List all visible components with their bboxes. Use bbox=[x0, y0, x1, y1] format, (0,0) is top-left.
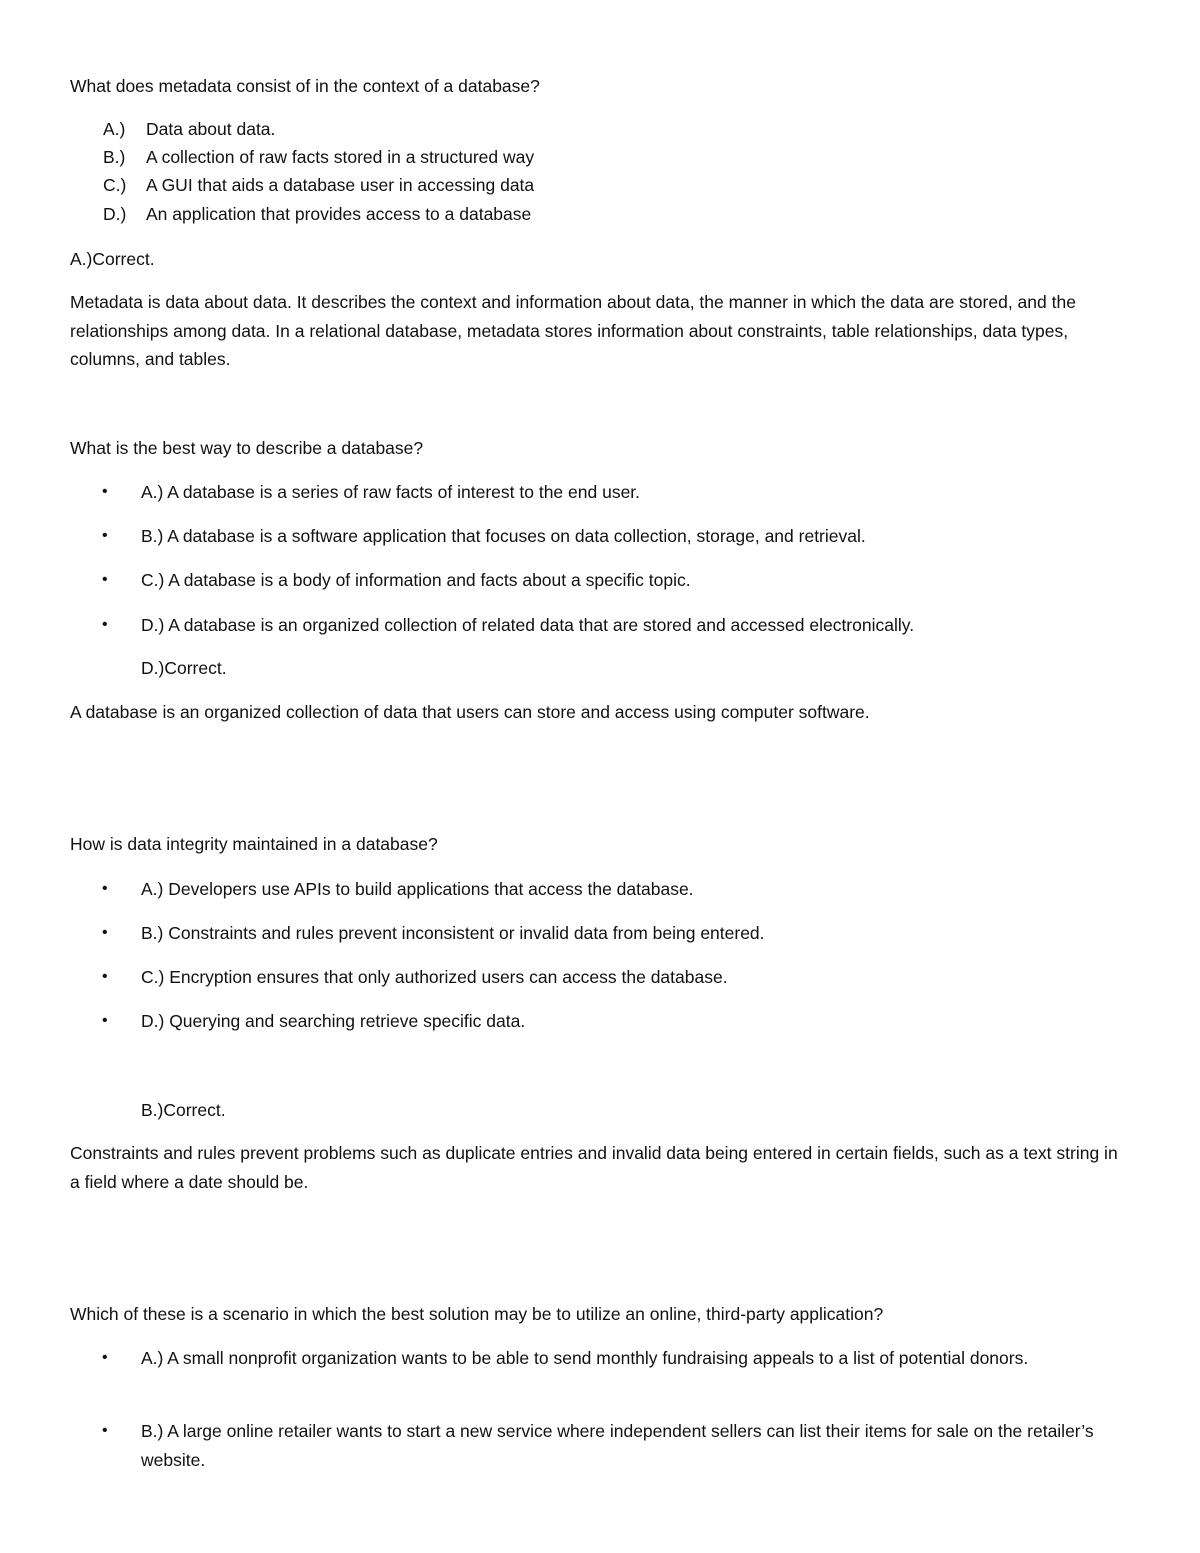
q1-explanation: Metadata is data about data. It describes the context and information about data, the manner in which the data are stored, and the relationships among data. In a relational database, metadata stores information about constraints, table relationships, data types, columns, and tables. bbox=[70, 292, 1076, 369]
q2-answer: D.)Correct. bbox=[141, 658, 227, 678]
q1-answer: A.)Correct. bbox=[70, 249, 155, 269]
bullet-icon: • bbox=[102, 968, 108, 985]
option-text: An application that provides access to a database bbox=[146, 204, 532, 224]
option-label: D.) bbox=[103, 204, 127, 224]
q2-option-b: B.) A database is a software application that focuses on data collection, storage, and retrieval. bbox=[141, 526, 866, 546]
q3-option-d: D.) Querying and searching retrieve specific data. bbox=[141, 1011, 526, 1031]
bullet-icon: • bbox=[102, 924, 108, 941]
bullet-icon: • bbox=[102, 527, 108, 544]
q3-option-b: B.) Constraints and rules prevent inconsistent or invalid data from being entered. bbox=[141, 923, 765, 943]
bullet-icon: • bbox=[102, 483, 108, 500]
bullet-icon: • bbox=[102, 1012, 108, 1029]
q2-question: What is the best way to describe a database? bbox=[70, 438, 424, 458]
option-text: A collection of raw facts stored in a structured way bbox=[146, 147, 535, 167]
q3-answer: B.)Correct. bbox=[141, 1100, 226, 1120]
option-label: C.) bbox=[103, 175, 127, 195]
q3-explanation: Constraints and rules prevent problems such as duplicate entries and invalid data being entered in certain fields, such as a text string in a field where a date should be. bbox=[70, 1143, 1118, 1192]
q3-option-c: C.) Encryption ensures that only authorized users can access the database. bbox=[141, 967, 728, 987]
bullet-icon: • bbox=[102, 571, 108, 588]
q1-question: What does metadata consist of in the context of a database? bbox=[70, 76, 540, 96]
bullet-icon: • bbox=[102, 1349, 108, 1366]
q3-question: How is data integrity maintained in a database? bbox=[70, 834, 438, 854]
bullet-icon: • bbox=[102, 616, 108, 633]
option-label: A.) bbox=[103, 119, 126, 139]
q2-option-d: D.) A database is an organized collection of related data that are stored and accessed electronically. bbox=[141, 615, 915, 635]
q4-option-a: A.) A small nonprofit organization wants to be able to send monthly fundraising appeals to a list of potential donors. bbox=[141, 1348, 1029, 1368]
q2-option-a: A.) A database is a series of raw facts of interest to the end user. bbox=[141, 482, 641, 502]
q4-option-b: B.) A large online retailer wants to start a new service where independent sellers can list their items for sale on the retailer’s website. bbox=[141, 1421, 1094, 1470]
q2-option-c: C.) A database is a body of information and facts about a specific topic. bbox=[141, 570, 691, 590]
q4-question: Which of these is a scenario in which the best solution may be to utilize an online, third-party application? bbox=[70, 1304, 884, 1324]
q2-explanation: A database is an organized collection of data that users can store and access using computer software. bbox=[70, 702, 870, 722]
bullet-icon: • bbox=[102, 1422, 108, 1439]
option-text: Data about data. bbox=[146, 119, 276, 139]
bullet-icon: • bbox=[102, 880, 108, 897]
option-text: A GUI that aids a database user in accessing data bbox=[146, 175, 535, 195]
q3-option-a: A.) Developers use APIs to build applications that access the database. bbox=[141, 879, 694, 899]
option-label: B.) bbox=[103, 147, 126, 167]
